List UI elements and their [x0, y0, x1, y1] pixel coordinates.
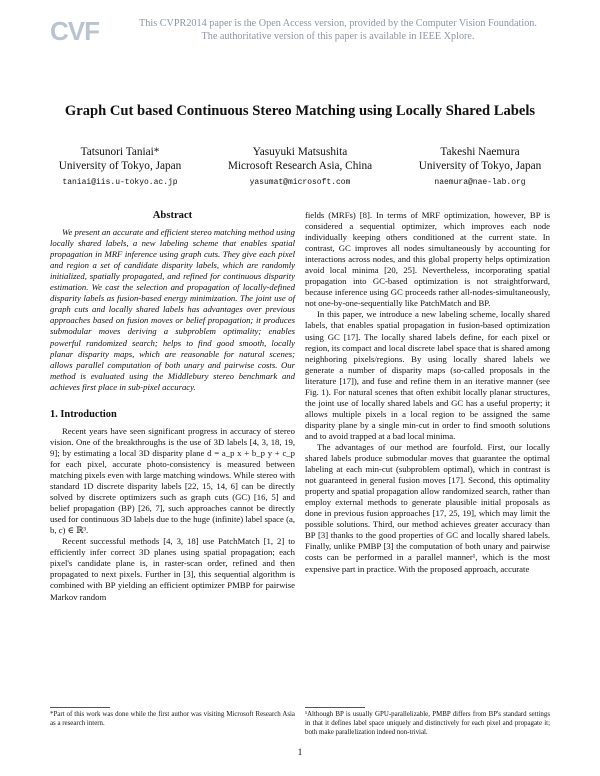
cvf-logo — [50, 14, 100, 48]
right-paragraph-1: fields (MRFs) [8]. In terms of MRF optimization, however, BP is considered a sequential optimizer, which improves each node individually keeping others conditioned at the current state. In contrast, GC improves all nodes simultaneously by accounting for interactions across nodes, and this global property helps optimization avoid local minima [20, 25]. Nevertheless, incorporating spatial propagation into GC-based optimization is not straightforward, because inference using GC proceeds rather all-nodes-simultaneously, not one-by-one-sequentially like PatchMatch and BP. — [305, 210, 550, 309]
footnote-rule-left — [50, 707, 110, 708]
author-1 — [20, 145, 220, 190]
banner-line-2: The authoritative version of this paper is available in IEEE Xplore. — [201, 30, 475, 42]
author-3 — [380, 145, 580, 190]
footnote-right: ¹Although BP is usually GPU-parallelizable, PMBP differs from BP's standard settings in that it defines label space uniquely and distinctively for each pixel and propagate it; both make parallelization indeed non-trivial. — [305, 711, 550, 736]
intro-paragraph-1: Recent years have seen significant progress in accuracy of stereo vision. One of the breakthroughs is the use of 3D labels [4, 3, 18, 19, 9]; by estimating a local 3D disparity plane d = a_p x + b_p y + c_p for each pixel, accurate photo-consistency is measured between matching pixels even with large matching windows. While stereo with standard 1D discrete disparity labels [22, 15, 14, 6] can be directly solved by discrete optimizers such as graph cuts (GC) [16, 5] and belief propagation (BP) [26, 7], such approaches cannot be directly used for continuous 3D labels due to the huge (infinite) label space (a, b, c) ∈ ℝ³. — [50, 425, 295, 536]
author-3-name: Takeshi Naemura — [440, 146, 520, 158]
left-column — [50, 210, 295, 603]
author-2-affil: Microsoft Research Asia, China — [227, 160, 373, 172]
intro-paragraph-2: Recent successful methods [4, 3, 18] use PatchMatch [1, 2] to efficiently infer correct 3D planes using spatial propagation; each pixel's candidate plane is, in raster-scan order, refined and then propagated to next pixels. Further in [3], this sequential algorithm is combined with BP yielding an efficient optimizer PMBP for pairwise Markov random — [50, 536, 295, 602]
right-column — [305, 210, 550, 575]
author-2 — [200, 145, 400, 190]
cvf-logo-text: CVF — [50, 16, 99, 46]
footnote-left: *Part of this work was done while the first author was visiting Microsoft Research Asia as a research intern. — [50, 711, 295, 727]
right-paragraph-2: In this paper, we introduce a new labeling scheme, locally shared labels, that enables spatial propagation in fusion-based optimization using GC [17]. The locally shared labels define, for each pixel or region, its compact and local discrete label space that is shared among neighboring pixels/regions. By using locally shared labels we generate a number of disparity maps (so-called proposals in the literature [17]), and fuse and refine them in an iterative manner (see Fig. 1). For natural scenes that often exhibit locally planar structures, the joint use of locally shared labels and GC has a useful property; it allows multiple pixels in a local region to be assigned the same disparity plane by a single min-cut in order to find smooth solutions and to avoid trapped at a bad local minima. — [305, 309, 550, 441]
author-3-email: naemura@nae-lab.org — [434, 178, 526, 187]
page-number: 1 — [297, 748, 303, 758]
right-paragraph-3: The advantages of our method are fourfold. First, our locally shared labels produce submodular moves that guarantee the optimal labeling at each min-cut (subproblem optimal), which in contrast is not guaranteed in general fusion moves [17]. Second, this optimality property and spatial propagation allow randomized search, rather than employ external methods to generate plausible initial proposals as done in previous fusion approaches [17, 25, 19], which may limit the possible solutions. Third, our method achieves greater accuracy than BP [3] thanks to the good properties of GC and locally shared labels. Finally, unlike PMBP [3] the computation of both unary and pairwise costs can be performed in a parallel manner¹, which is the most expensive part in practice. With the proposed approach, accurate — [305, 441, 550, 574]
footnote-rule-right — [305, 707, 365, 708]
author-1-affil: University of Tokyo, Japan — [58, 160, 182, 172]
author-2-email: yasumat@microsoft.com — [249, 178, 351, 187]
section-heading-introduction: 1. Introduction — [50, 408, 117, 420]
open-access-banner — [108, 18, 568, 43]
author-2-name: Yasuyuki Matsushita — [252, 146, 348, 158]
banner-line-1: This CVPR2014 paper is the Open Access version, provided by the Computer Vision Foundation. — [139, 18, 537, 29]
author-3-affil: University of Tokyo, Japan — [418, 160, 542, 172]
abstract-text: We present an accurate and efficient stereo matching method using locally shared labels, a new labeling scheme that enables spatial propagation in MRF inference using graph cuts. They give each pixel and region a set of candidate disparity labels, which are randomly initialized, spatially propagated, and refined for continuous disparity estimation. We cast the selection and propagation of locally-defined disparity labels as fusion-based energy minimization. The joint use of graph cuts and locally shared labels has advantages over previous approaches based on fusion moves or belief propagation; it produces submodular moves deriving a subproblem optimality; enables powerful randomized search; helps to find good smooth, locally planar disparity maps, which are reasonable for natural scenes; allows parallel computation of both unary and pairwise costs. Our method is evaluated using the Middlebury stereo benchmark and achieves first place in sub-pixel accuracy. — [50, 227, 295, 392]
author-1-email: taniai@iis.u-tokyo.ac.jp — [62, 178, 178, 187]
paper-title: Graph Cut based Continuous Stereo Matching using Locally Shared Labels — [64, 103, 536, 119]
abstract-heading: Abstract — [152, 210, 193, 221]
author-1-name: Tatsunori Taniai* — [80, 146, 160, 158]
